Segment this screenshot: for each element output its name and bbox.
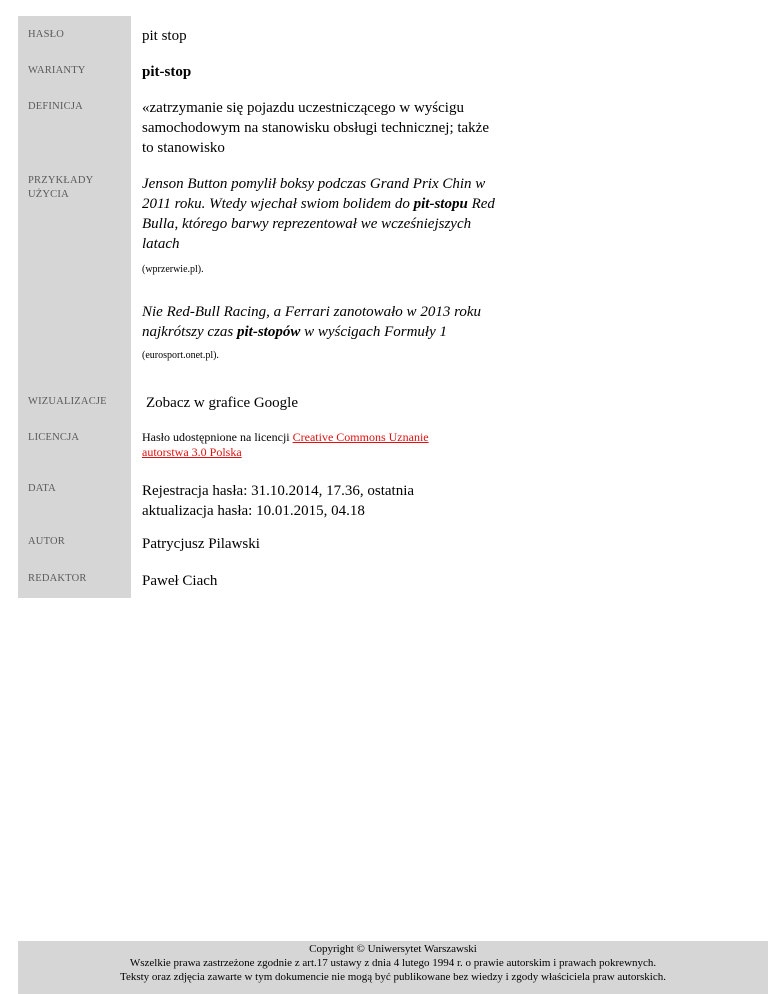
label-haslo: HASŁO [28,29,65,40]
license-link[interactable]: Creative Commons Uznanie autorstwa 3.0 Polska [142,430,429,459]
example-1-source: (wprzerwie.pl). [142,264,204,275]
google-images-link[interactable]: Zobacz w grafice Google [146,395,299,411]
footer-copyright: Copyright © Uniwersytet Warszawski [309,943,477,955]
example-1 [142,174,502,280]
value-redaktor: Paweł Ciach [142,573,218,589]
label-warianty: WARIANTY [28,65,86,76]
value-warianty: pit-stop [142,64,192,80]
value-licencja [142,430,462,460]
label-autor: AUTOR [28,536,65,547]
label-przyklady: PRZYKŁADY UŻYCIA [28,175,93,200]
label-definicja: DEFINICJA [28,101,83,112]
value-autor: Patrycjusz Pilawski [142,536,260,552]
value-haslo: pit stop [142,28,187,44]
label-licencja: LICENCJA [28,432,80,443]
footer-rights: Wszelkie prawa zastrzeżone zgodnie z art.17 ustawy z dnia 4 lutego 1994 r. o prawie autorskim i prawach pokrewnych. [129,957,657,969]
label-wizualizacje: WIZUALIZACJE [28,396,107,407]
value-data: Rejestracja hasła: 31.10.2014, 17.36, ostatnia aktualizacja hasła: 10.01.2015, 04.18 [142,483,415,519]
example-2-text-before: Nie Red-Bull Racing, a Ferrari zanotowało w 2013 roku najkrótszy czas [142,304,482,340]
licencja-prefix: Hasło udostępnione na licencji [142,430,293,444]
footer-notice: Teksty oraz zdjęcia zawarte w tym dokumencie nie mogą być publikowane bez wiedzy i zgody właściciela praw autorskich. [120,971,666,983]
label-data: DATA [28,483,56,494]
example-1-text-after: Red Bulla, którego barwy reprezentował we wcześniejszych latach [142,196,495,252]
example-2-text-after: w wyścigach Formuły 1 [300,324,447,340]
value-definicja: «zatrzymanie się pojazdu uczestniczącego w wyścigu samochodowym na stanowisku obsługi technicznej; także to stanowisko [142,100,489,156]
label-redaktor: REDAKTOR [28,573,87,584]
example-2-source: (eurosport.onet.pl). [142,350,219,361]
footer [18,941,768,994]
example-2-term: pit-stopów [237,324,301,340]
example-1-term: pit-stopu [413,196,468,212]
example-1-text-before: Jenson Button pomylił boksy podczas Grand Prix Chin w 2011 roku. Wtedy wjechał swiom bolidem do [142,176,486,212]
example-2 [142,302,502,366]
